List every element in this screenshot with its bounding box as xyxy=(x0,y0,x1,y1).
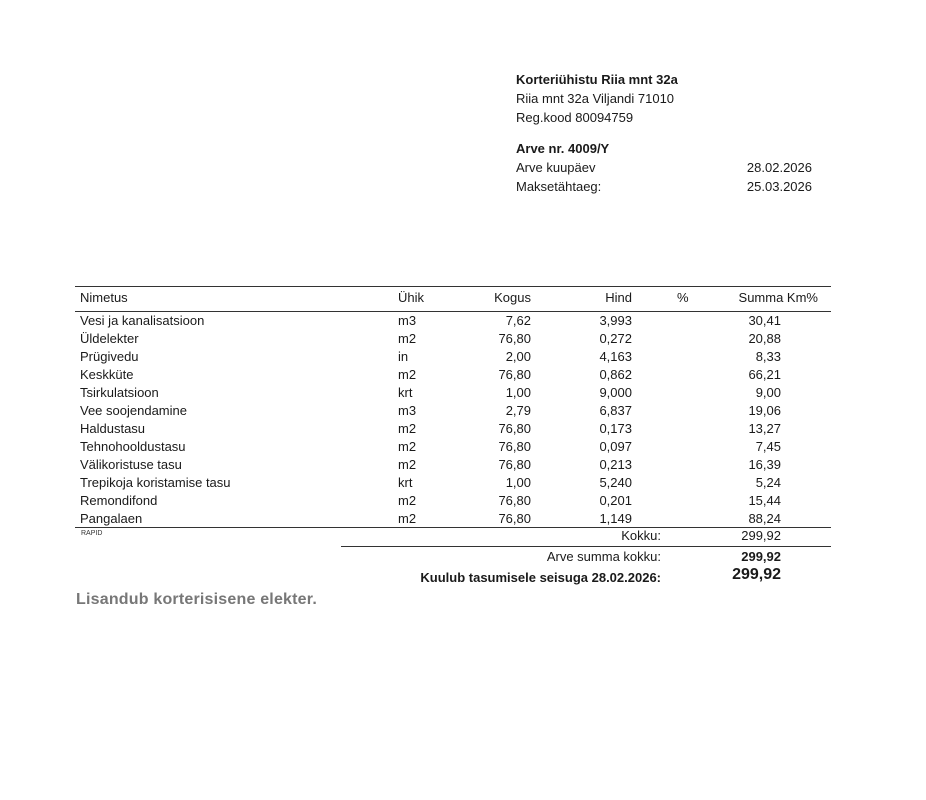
table-row xyxy=(75,510,831,528)
invoice-date-label: Arve kuupäev xyxy=(516,160,596,175)
cell-qty: 1,00 xyxy=(505,475,531,490)
cell-price: 0,173 xyxy=(599,421,632,436)
cell-qty: 76,80 xyxy=(498,367,531,382)
header-qty: Kogus xyxy=(494,290,531,305)
invoice-due-value: 25.03.2026 xyxy=(746,179,812,194)
issuer-block xyxy=(516,70,678,127)
cell-name: Remondifond xyxy=(80,493,158,508)
cell-price: 5,240 xyxy=(599,475,632,490)
arve-summa-value: 299,92 xyxy=(741,549,781,564)
kuulub-tasumisele-label: Kuulub tasumisele seisuga 28.02.2026: xyxy=(420,570,661,585)
issuer-reg-code: Reg.kood 80094759 xyxy=(516,110,634,125)
cell-price: 0,862 xyxy=(599,367,632,382)
cell-unit: m3 xyxy=(398,403,417,418)
table-row xyxy=(75,474,831,492)
cell-price: 0,213 xyxy=(599,457,632,472)
cell-unit: m2 xyxy=(398,439,417,454)
cell-unit: m2 xyxy=(398,457,417,472)
invoice-due-row xyxy=(516,177,812,196)
cell-unit: m2 xyxy=(398,331,417,346)
table-row xyxy=(75,402,831,420)
footer-note: Lisandub korterisisene elekter. xyxy=(76,591,317,608)
table-row xyxy=(75,330,831,348)
header-price: Hind xyxy=(605,290,632,305)
cell-price: 4,163 xyxy=(599,349,632,364)
header-sum: Summa Km% xyxy=(738,290,818,305)
table-row xyxy=(75,348,831,366)
cell-name: Vesi ja kanalisatsioon xyxy=(80,313,205,328)
cell-unit: m3 xyxy=(398,313,417,328)
table-body xyxy=(75,312,831,528)
cell-price: 9,000 xyxy=(599,385,632,400)
cell-sum: 8,33 xyxy=(755,349,781,364)
table-row xyxy=(75,492,831,510)
invoice-date-row xyxy=(516,158,812,177)
cell-sum: 88,24 xyxy=(748,511,781,526)
invoice-date-value: 28.02.2026 xyxy=(746,160,812,175)
cell-name: Pangalaen xyxy=(80,511,143,526)
table-row xyxy=(75,384,831,402)
cell-qty: 1,00 xyxy=(505,385,531,400)
cell-sum: 19,06 xyxy=(748,403,781,418)
cell-unit: in xyxy=(398,349,409,364)
cell-qty: 7,62 xyxy=(505,313,531,328)
cell-price: 1,149 xyxy=(599,511,632,526)
cell-price: 0,272 xyxy=(599,331,632,346)
cell-qty: 2,00 xyxy=(505,349,531,364)
cell-qty: 76,80 xyxy=(498,421,531,436)
table-row xyxy=(75,366,831,384)
header-name: Nimetus xyxy=(80,290,128,305)
cell-unit: krt xyxy=(398,475,413,490)
table-bottom-rule xyxy=(75,527,831,528)
cell-sum: 5,24 xyxy=(755,475,781,490)
cell-price: 3,993 xyxy=(599,313,632,328)
table-row xyxy=(75,438,831,456)
table-row xyxy=(75,312,831,330)
cell-qty: 76,80 xyxy=(498,331,531,346)
cell-price: 6,837 xyxy=(599,403,632,418)
invoice-number: Arve nr. 4009/Y xyxy=(516,141,610,156)
cell-qty: 76,80 xyxy=(498,493,531,508)
cell-name: Tehnohooldustasu xyxy=(80,439,186,454)
kuulub-tasumisele-value: 299,92 xyxy=(732,566,781,583)
cell-qty: 2,79 xyxy=(505,403,531,418)
cell-qty: 76,80 xyxy=(498,439,531,454)
kokku-value: 299,92 xyxy=(741,528,781,543)
table-row xyxy=(75,456,831,474)
cell-unit: m2 xyxy=(398,511,417,526)
cell-name: Välikoristuse tasu xyxy=(80,457,182,472)
cell-qty: 76,80 xyxy=(498,511,531,526)
invoice-block xyxy=(516,139,812,196)
cell-name: Keskküte xyxy=(80,367,134,382)
cell-sum: 13,27 xyxy=(748,421,781,436)
invoice-due-label: Maksetähtaeg: xyxy=(516,179,602,194)
cell-name: Prügivedu xyxy=(80,349,139,364)
cell-name: Haldustasu xyxy=(80,421,146,436)
table-row xyxy=(75,420,831,438)
rapid-label: RAPID xyxy=(81,530,103,537)
cell-sum: 9,00 xyxy=(755,385,781,400)
issuer-name: Korteriühistu Riia mnt 32a xyxy=(516,72,678,87)
issuer-address: Riia mnt 32a Viljandi 71010 xyxy=(516,91,675,106)
cell-price: 0,097 xyxy=(599,439,632,454)
cell-unit: m2 xyxy=(398,367,417,382)
cell-sum: 66,21 xyxy=(748,367,781,382)
cell-name: Tsirkulatsioon xyxy=(80,385,159,400)
invoice-table xyxy=(75,286,831,528)
kokku-label: Kokku: xyxy=(621,528,661,543)
cell-price: 0,201 xyxy=(599,493,632,508)
cell-sum: 30,41 xyxy=(748,313,781,328)
totals-rule xyxy=(341,546,831,547)
cell-sum: 20,88 xyxy=(748,331,781,346)
cell-name: Üldelekter xyxy=(80,331,139,346)
cell-sum: 15,44 xyxy=(748,493,781,508)
table-header xyxy=(75,286,831,312)
cell-name: Vee soojendamine xyxy=(80,403,187,418)
cell-unit: m2 xyxy=(398,493,417,508)
cell-sum: 7,45 xyxy=(755,439,781,454)
header-unit: Ühik xyxy=(398,290,425,305)
cell-qty: 76,80 xyxy=(498,457,531,472)
header-pct: % xyxy=(677,290,689,305)
cell-unit: m2 xyxy=(398,421,417,436)
cell-sum: 16,39 xyxy=(748,457,781,472)
cell-unit: krt xyxy=(398,385,413,400)
cell-name: Trepikoja koristamise tasu xyxy=(80,475,231,490)
arve-summa-label: Arve summa kokku: xyxy=(546,549,661,564)
